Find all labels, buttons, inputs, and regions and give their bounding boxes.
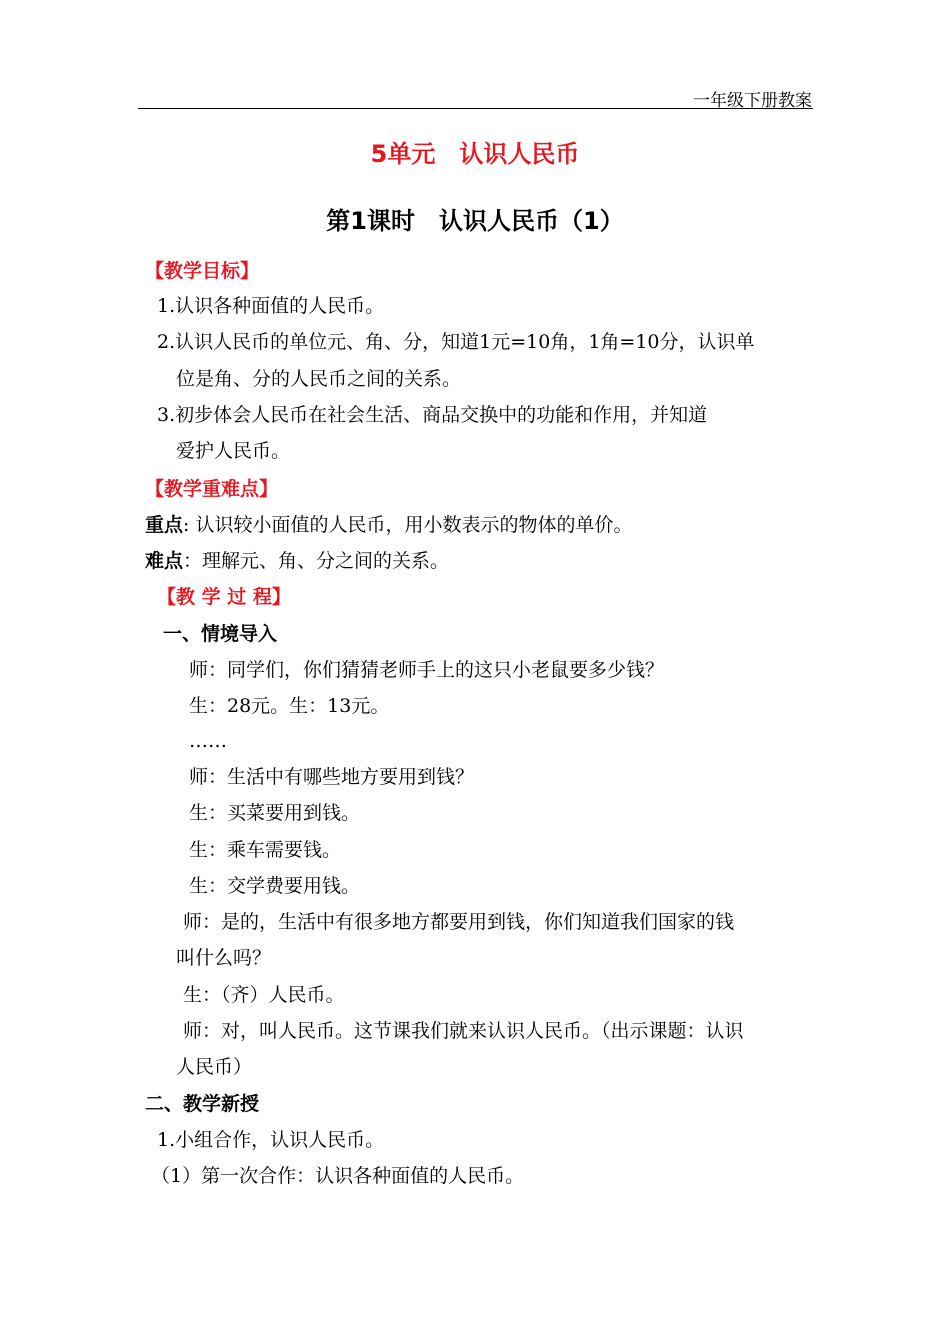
dialog-line: 生：交学费要用钱。 — [189, 875, 361, 897]
new-item: （1）第一次合作：认识各种面值的人民币。 — [151, 1165, 525, 1187]
key-point-text: : 认识较小面值的人民币，用小数表示的物体的单价。 — [183, 514, 633, 536]
new-item: 1.小组合作，认识人民币。 — [157, 1129, 385, 1151]
goal-item: 1.认识各种面值的人民币。 — [157, 295, 385, 317]
dialog-line: 生：乘车需要钱。 — [189, 839, 342, 861]
key-point-line — [145, 512, 632, 538]
dialog-line: 师：是的，生活中有很多地方都要用到钱，你们知道我们国家的钱 — [183, 911, 735, 933]
dialog-line: 师：同学们，你们猜猜老师手上的这只小老鼠要多少钱？ — [189, 659, 665, 681]
dialog-line-continued: 人民币） — [176, 1056, 253, 1078]
header-divider — [138, 108, 813, 109]
goals-heading: 【教学目标】 — [145, 260, 260, 282]
section1-title: 一、情境导入 — [163, 623, 278, 645]
key-point-label: 重点 — [145, 514, 184, 536]
process-heading: 【教 学 过 程】 — [157, 586, 291, 608]
difficult-point-text: ：理解元、角、分之间的关系。 — [183, 550, 450, 572]
dialog-line: 生：买菜要用到钱。 — [189, 802, 361, 824]
dialog-line-continued: 叫什么吗？ — [176, 947, 272, 969]
key-points-heading: 【教学重难点】 — [145, 478, 279, 500]
dialog-line: 生：（齐）人民币。 — [183, 984, 345, 1006]
goal-item-continued: 位是角、分的人民币之间的关系。 — [176, 368, 462, 390]
goal-item-continued: 爱护人民币。 — [176, 440, 291, 462]
lesson-title: 第1课时 认识人民币（1） — [326, 207, 624, 235]
dialog-line: 生：28元。生：13元。 — [189, 695, 390, 717]
difficult-point-label: 难点 — [145, 550, 184, 572]
dialog-line: 师：生活中有哪些地方要用到钱？ — [189, 766, 475, 788]
section2-title: 二、教学新授 — [145, 1093, 260, 1115]
goal-item: 3.初步体会人民币在社会生活、商品交换中的功能和作用，并知道 — [157, 404, 708, 426]
dialog-line: 师：对，叫人民币。这节课我们就来认识人民币。（出示课题：认识 — [183, 1020, 744, 1042]
dialog-line: …… — [189, 730, 227, 752]
goal-item: 2.认识人民币的单位元、角、分，知道1元=10角，1角=10分，认识单 — [157, 331, 755, 353]
unit-title: 5单元 认识人民币 — [370, 140, 580, 168]
difficult-point-line — [145, 548, 449, 574]
header-doc-label: 一年级下册教案 — [693, 91, 812, 111]
